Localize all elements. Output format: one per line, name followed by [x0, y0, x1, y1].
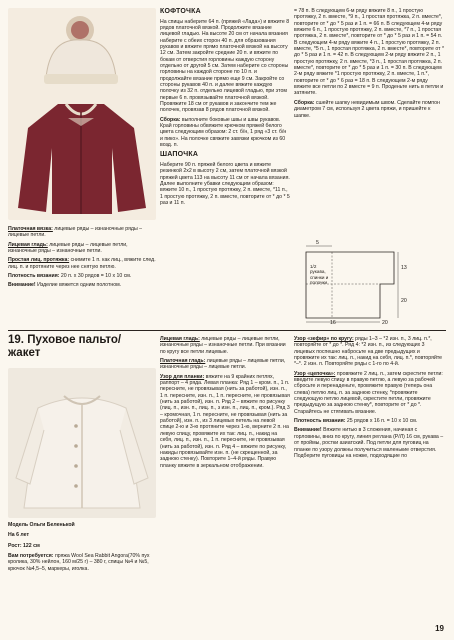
assembly-note: Сборка: выполните боковые швы и швы рукавов. Край горловины обвяжите крючком пряжей белого цвета следующим образом: 2 ст. б/н, 1 ряд «3 ст. б/н и пико». На полочке свяжите завязки крючком из 60 возд. п. — [160, 116, 287, 149]
model-credit: Модель Ольги Беленькой — [8, 522, 75, 528]
hat-heading: ШАПОЧКА — [160, 151, 199, 159]
materials: Вам потребуется: пряжа Wool Sea Rabbit Angora(70% пух кролика, 30% нейлон, 160 м/25 г) – 380 г, спицы №4 и №5, крючок №4,5–5, маркеры, иголка. — [8, 553, 150, 572]
pattern-note: Плотность вязания: 20 п. х 30 рядов = 10 х 10 см. — [8, 273, 132, 280]
diagram-label: 1/2 рукава, спинки и полочки — [310, 264, 329, 285]
stitch-note: Узор для планки: вяжите на 9 крайних петлях, раппорт – 4 ряда. Левая планка: Ряд 1 – кром. п., 1 п. пересните, не провязывая (нить за работой), изн. п., 1 п. пересните, изн. п., 1 п. пересните, не провязывая (нить за работой), изн. п. Ряд 2 – вяжите по рисунку (лиц. п., изн. п., лиц. п., з изн. п., лиц. п., кром.). Ряд 3 – кромочная, 1 п. пересните, не провязывая (нить за работой), изн. п., из 3 лицевых петель на левой спице 2-ю и 3-ю протяните через 1-ю, верните 2 п. на левую спицу, провяжите их так: лиц. п., накид на себя, лиц. п., изн. п., 1 п. пересните, не провязывая (нить за работой), изн. п. Ряд 4 – вяжите по рисунку, накиды провязывайте изн. п. (не скрещенной, за заднюю стенку). Повторите 1–4-й ряды. Правую планку вяжите в зеркальном отображении. — [160, 373, 290, 469]
dim-13: 13 — [401, 265, 407, 271]
jacket-instructions: На спицы наберите 64 п. (пряжей «Лада») и вяжите 8 рядов платочной вязкой. Продолжите вязание лицевой гладью. На высоте 20 см от начала вязания наберите с обеих сторон 40 п. для образования рукавов и вяжите прямо платочной вязкой на высоту 12 см. Затем закройте средние 20 п. и вяжите по бокам от отверстия горловины каждую сторону отдельно от другой 5 см. Затем наберите со стороны горловины на каждой стороне по 10 п. и продолжайте вязание прямо еще 9 см. Закройте со стороны рукавов 40 п. и далее вяжите каждую полочку из 32 п. отдельно лицевой гладью, при этом первые 6 п. провязывайте платочной вязкой. Провяжите 18 см от рукавов и закончите тем же полочек, провязав 8 рядов платочной вязкой. — [160, 18, 290, 114]
stitch-note: Лицевая гладь: лицевые ряды – лицевые петли, изнаночные ряды – изнаночные петли. При вязании по кругу все петли лицевые. — [160, 336, 286, 355]
stitch-note: Узор «цепочка»: провяжите 2 лиц. п., затем скрестите петли: введите левую спицу в правую петлю, а левую за рабочей сбросьте и перенаденьте, провяжите правую (теперь она слева) петлю лиц. п. за заднюю стенку, *провяжите следующую петлю лицевой, скрестите петли, провяжите предыдущую за заднюю стенку*, повторите от * до *. Старайтесь не стягивать вязание. — [294, 370, 443, 415]
coat-photo — [8, 368, 156, 518]
stitch-note: Платочная гладь: лицевые ряды – лицевые петли, изнаночные ряды – лицевые петли. — [160, 358, 286, 371]
dim-20: 20 — [401, 298, 407, 304]
dim-16: 16 — [330, 320, 336, 326]
age-label: На 6 лет — [8, 532, 29, 539]
dim-5: 5 — [316, 240, 319, 246]
instructions-right — [294, 8, 444, 233]
stitch-notes-middle — [160, 336, 290, 632]
pattern-diagram — [294, 232, 444, 328]
project-title — [8, 334, 158, 366]
project-info — [8, 522, 156, 632]
stitch-note: Внимание! Вяжите нитью в 3 сложения, начиная с горловины, вниз по кругу, линия реглана (Р/Л) 16 см, рукава – от проймы, ростки азиатский. Под петли для пуговиц на планке по узору должны получиться маленькие отверстия. Подберите пуговицы на ножке, подходящие по — [294, 427, 444, 459]
pattern-note: Простая лиц. протяжка: снимите 1 п. как лиц., вяжите след. лиц. п. и протяните через нее снятую петлю. — [8, 257, 156, 270]
dim-20-bottom: 20 — [382, 320, 388, 326]
pattern-note: Лицевая гладь: лицевые ряды – лицевые петли, изнаночные ряды – изнаночные петли. — [8, 241, 128, 255]
stitch-notes-right — [294, 336, 444, 618]
decrease-instructions: = 78 п. В следующем 6-м ряду вяжите 8 п., 1 простую протяжку, 2 п. вместе, *9 п., 1 простая протяжка, 2 п. вместе*, повторите от * до * 5 раз и 1 п. = 66 п. В следующем 4-м ряду вяжите 6 п., 1 простую протяжку, 2 п. вместе, *7 п., 1 простая протяжка, 2 п. вместе*, повторите от * до * 5 раз и 1 п. = 54 п. В следующем 4-м ряду вяжите 4 п., 1 простую протяжку, 2 п. вместе, *5 п., 1 простая протяжка, 2 п. вместе*, повторите от * до * 5 раз и 1 п. = 42 п. В следующем 2-м ряду вяжите 2 п., 1 простую протяжку, 2 п. вместе, *3 п., 1 простая протяжка, 2 п. вместе*, повторите от * до * 5 раз и 1 п. = 30 п. В следующем 2-м ряду вяжите *1 простую протяжку, 2 п. вместе, 1 п.*, повторите от * до * 6 раз = 18 п. В следующем 2-м ряду вяжите все петли по 2 вместе = 9 п. Проденьте нить в петли и затяните. — [294, 8, 444, 97]
instructions-middle — [160, 8, 290, 328]
size-label: Рост: 122 см — [8, 542, 40, 549]
hat-assembly-note: Сборка: сшейте шапку невидимым швом. Сделайте помпон диаметром 7 см, используя 2 цвета пряжи, и пришейте к шапке. — [294, 99, 440, 119]
jacket-heading: КОФТОЧКА — [160, 8, 201, 15]
stitch-note: Узор «зефир» по кругу: ряды 1–3 – *2 изн. п., 3 лиц. п.*, повторяйте от * до *. Ряд 4: *2 изн. п., из следующих 3 лицевых поспешно набросьте на две предыдущих и провяжите их так: лиц. п., накид на себя, лиц. п.*, повторяйте *–*. 2 изн. п. Повторяйте ряды с 1-го по 4-й. — [294, 336, 443, 368]
hat-instructions: Наберите 90 п. пряжей белого цвета и вяжите резинкой 2х2 в высоту 2 см, затем платочной вязкой пряжей цвета 113 на высоту 11 см от начала вязания. Далее выполните убавки следующим образом: вяжите 10 п., 1 простую протяжку, 2 п. вместе, *11 п., 1 простую протяжку, 2 п. вместе, повторите от * до * 5 раз и 11 п. — [160, 161, 290, 206]
stitch-note: Плотность вязания: 25 рядов х 16 п. = 10 х 10 см. — [294, 418, 418, 425]
project-heading-line2: жакет — [8, 346, 41, 359]
pattern-note: Внимание! Изделие вяжется одним полотном. — [8, 282, 122, 289]
page-number: 19 — [435, 624, 444, 634]
section-divider — [8, 330, 446, 331]
pattern-note: Платочная вязка: лицевые ряды – изнаночные ряды – лицевые петли. — [8, 226, 142, 239]
project-heading: 19. Пуховое пальто/ — [8, 334, 122, 346]
pattern-notes-left — [8, 226, 156, 324]
baby-sweater-photo — [8, 8, 156, 220]
